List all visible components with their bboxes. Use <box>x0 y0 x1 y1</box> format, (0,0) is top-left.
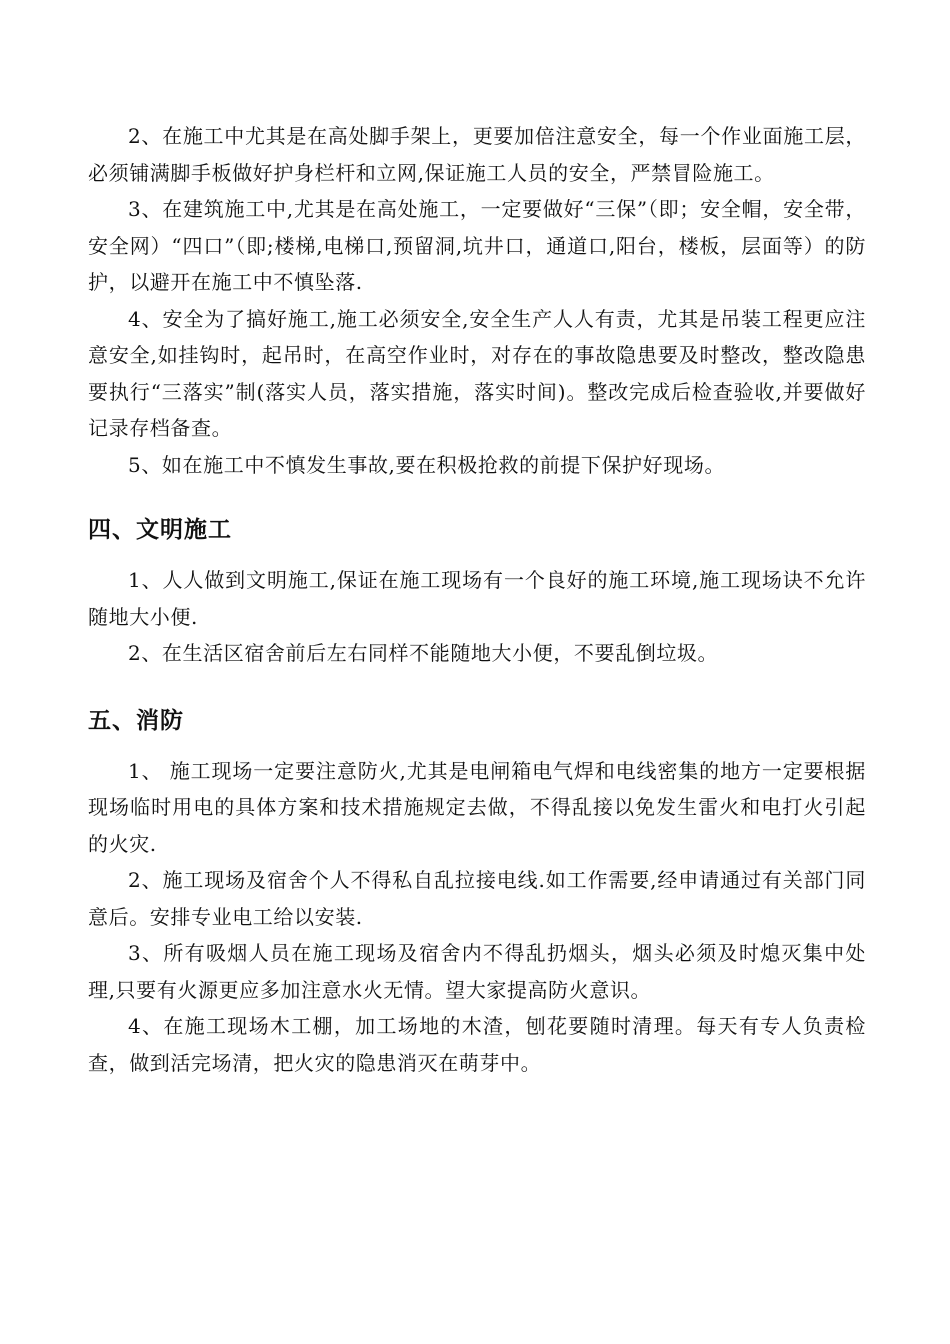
paragraph-4-1: 1、人人做到文明施工,保证在施工现场有一个良好的施工环境,施工现场诀不允许随地大小便. <box>88 568 866 629</box>
section-heading-civilized-construction: 四、文明施工 <box>88 517 232 543</box>
paragraph-5-3: 3、所有吸烟人员在施工现场及宿舍内不得乱扔烟头，烟头必须及时熄灭集中处理,只要有火源更应多加注意水火无情。望大家提高防火意识。 <box>88 941 866 1002</box>
paragraph-5-2: 2、施工现场及宿舍个人不得私自乱拉接电线.如工作需要,经申请通过有关部门同意后。安排专业电工给以安装. <box>88 868 866 929</box>
paragraph-3-4: 4、安全为了搞好施工,施工必须安全,安全生产人人有责，尤其是吊装工程更应注意安全,如挂钩时，起吊时，在高空作业时，对存在的事故隐患要及时整改，整改隐患要执行“三落实”制(落实人员，落实措施，落实时间)。整改完成后检查验收,并要做好记录存档备查。 <box>88 306 866 440</box>
document-page <box>88 118 866 1081</box>
section-heading-fire-protection: 五、消防 <box>88 707 184 734</box>
paragraph-4-2: 2、在生活区宿舍前后左右同样不能随地大小便，不要乱倒垃圾。 <box>128 641 719 665</box>
paragraph-3-5: 5、如在施工中不慎发生事故,要在积极抢救的前提下保护好现场。 <box>128 452 726 477</box>
paragraph-3-3: 3、在建筑施工中,尤其是在高处施工，一定要做好“三保”（即；安全帽，安全带，安全网）“四口”（即;楼梯,电梯口,预留洞,坑井口，通道口,阳台，楼板，层面等）的防护，以避开在施工中不慎坠落. <box>88 197 866 294</box>
paragraph-5-1: 1、 施工现场一定要注意防火,尤其是电闸箱电气焊和电线密集的地方一定要根据现场临时用电的具体方案和技术措施规定去做，不得乱接以免发生雷火和电打火引起的火灾. <box>88 758 866 856</box>
paragraph-3-2: 2、在施工中尤其是在高处脚手架上，更要加倍注意安全，每一个作业面施工层，必须铺满脚手板做好护身栏杆和立网,保证施工人员的安全，严禁冒险施工。 <box>88 124 866 185</box>
paragraph-5-4: 4、在施工现场木工棚，加工场地的木渣，刨花要随时清理。每天有专人负责检查，做到活完场清，把火灾的隐患消灭在萌芽中。 <box>88 1014 866 1075</box>
